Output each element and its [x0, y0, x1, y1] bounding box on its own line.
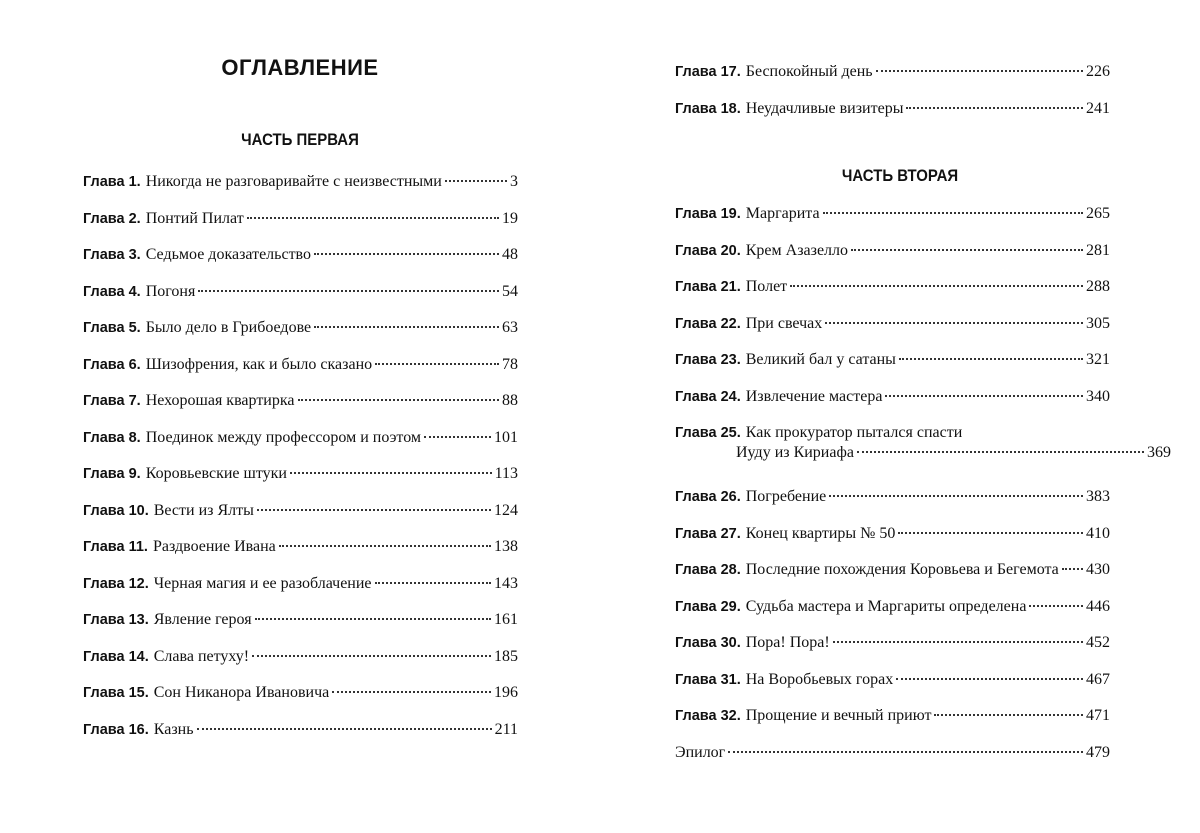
page-number: 54: [502, 282, 518, 300]
leader-dots: [298, 399, 500, 401]
page-number: 138: [494, 538, 518, 555]
chapter-title: Коровьевские штуки: [145, 465, 287, 482]
chapter-title: Извлечение мастера: [745, 387, 883, 405]
page-number: 471: [1086, 707, 1110, 724]
toc-entry: [83, 428, 518, 465]
chapter-label: Глава 4.: [83, 283, 141, 300]
leader-dots: [445, 180, 507, 182]
toc-entry: [83, 209, 518, 246]
chapter-label: Глава 19.: [675, 206, 741, 222]
page-number: 321: [1086, 351, 1110, 368]
chapter-title: Черная магия и ее разоблачение: [153, 574, 372, 592]
chapter-label: Глава 8.: [83, 429, 141, 446]
chapter-label: Глава 6.: [83, 356, 141, 373]
chapter-title: Казнь: [153, 720, 194, 738]
toc-entry: [675, 314, 1110, 351]
chapter-title: Погоня: [145, 282, 196, 300]
part-two-heading: ЧАСТЬ ВТОРАЯ: [841, 166, 959, 185]
leader-dots: [197, 728, 492, 730]
toc-entry: [675, 62, 1110, 99]
toc-entry: [675, 670, 1110, 707]
page-number: 410: [1086, 524, 1110, 542]
leader-dots: [728, 751, 1083, 753]
leader-dots: [279, 545, 491, 547]
toc-entry: [675, 350, 1110, 387]
leader-dots: [257, 509, 491, 511]
chapter-title: Неудачливые визитеры: [745, 99, 904, 117]
chapter-label: Глава 1.: [83, 174, 141, 190]
chapter-title: Судьба мастера и Маргариты определена: [745, 597, 1027, 615]
toc-entry: [675, 241, 1110, 278]
toc-entry: [83, 245, 518, 282]
toc-entry: [675, 743, 1110, 780]
leader-dots: [823, 212, 1083, 214]
chapter-title: Было дело в Грибоедове: [145, 319, 312, 336]
page-number: 452: [1086, 634, 1110, 651]
chapter-title: Нехорошая квартирка: [145, 392, 295, 409]
page-number: 369: [1147, 444, 1171, 461]
toc-entry: [675, 560, 1110, 597]
toc-entry: [675, 597, 1110, 634]
toc-entry: [675, 99, 1110, 136]
toc-list-part-two: [675, 204, 1171, 779]
chapter-title: Вести из Ялты: [153, 501, 254, 519]
leader-dots: [314, 326, 499, 328]
leader-dots: [790, 285, 1083, 287]
chapter-label: Глава 28.: [675, 562, 741, 578]
leader-dots: [290, 472, 492, 474]
leader-dots: [198, 290, 499, 292]
chapter-label: Глава 18.: [675, 100, 741, 117]
chapter-label: Глава 30.: [675, 635, 741, 651]
chapter-label: Глава 13.: [83, 612, 149, 628]
toc-entry: [83, 610, 518, 647]
toc-entry: [675, 204, 1110, 241]
chapter-title: Пора! Пора!: [745, 634, 830, 651]
toc-entry: [83, 537, 518, 574]
toc-entry: [675, 487, 1110, 524]
leader-dots: [885, 395, 1083, 397]
page-number: 383: [1086, 488, 1110, 505]
page-number: 226: [1086, 63, 1110, 80]
leader-dots: [934, 714, 1083, 716]
page-number: 48: [502, 246, 518, 263]
toc-entry: [83, 501, 518, 538]
toc-entry: [83, 355, 518, 392]
chapter-label: Глава 27.: [675, 525, 741, 542]
page-number: 196: [494, 684, 518, 701]
chapter-label: Глава 12.: [83, 575, 149, 592]
leader-dots: [896, 678, 1083, 680]
chapter-label: Глава 22.: [675, 315, 741, 332]
chapter-label: Глава 25.: [675, 425, 741, 441]
chapter-title: Погребение: [745, 488, 827, 505]
leader-dots: [314, 253, 499, 255]
page-number: 211: [494, 720, 518, 738]
page-number: 288: [1086, 278, 1110, 295]
chapter-title: Понтий Пилат: [145, 209, 244, 227]
chapter-title: Эпилог: [675, 743, 726, 761]
toc-entry: [675, 524, 1110, 561]
leader-dots: [833, 641, 1083, 643]
leader-dots: [255, 618, 491, 620]
toc-entry: [83, 647, 518, 684]
leader-dots: [375, 363, 499, 365]
chapter-label: Глава 10.: [83, 502, 149, 519]
page-number: 430: [1086, 561, 1110, 578]
page-number: 446: [1086, 597, 1110, 615]
chapter-label: Глава 23.: [675, 352, 741, 368]
toc-entry: [675, 277, 1110, 314]
toc-list-part-one: [83, 172, 518, 756]
page-number: 185: [494, 647, 518, 665]
chapter-label: Глава 32.: [675, 708, 741, 724]
leader-dots: [899, 358, 1083, 360]
chapter-title: При свечах: [745, 314, 823, 332]
page-number: 479: [1086, 743, 1110, 761]
leader-dots: [906, 107, 1083, 109]
toc-entry: [675, 633, 1110, 670]
chapter-label: Глава 17.: [675, 64, 741, 80]
chapter-title: Никогда не разговаривайте с неизвестными: [145, 173, 442, 190]
page-number: 113: [494, 465, 518, 482]
chapter-title: Конец квартиры № 50: [745, 524, 896, 542]
page-title: ОГЛАВЛЕНИЕ: [221, 55, 379, 80]
toc-entry: [83, 318, 518, 355]
chapter-title: Прощение и вечный приют: [745, 707, 932, 724]
toc-entry: [675, 706, 1110, 743]
leader-dots: [829, 495, 1083, 497]
chapter-title: Крем Азазелло: [745, 241, 849, 259]
chapter-label: Глава 5.: [83, 320, 141, 336]
chapter-title: Как прокуратор пытался спасти: [745, 424, 963, 441]
page-number: 161: [494, 611, 518, 628]
chapter-title-continued: Иуду из Кириафа: [736, 444, 854, 461]
leader-dots: [1029, 605, 1083, 607]
page-number: 305: [1086, 314, 1110, 332]
leader-dots: [898, 532, 1083, 534]
part-one-heading: ЧАСТЬ ПЕРВАЯ: [241, 130, 359, 149]
chapter-label: Глава 9.: [83, 466, 141, 482]
chapter-label: Глава 11.: [83, 539, 148, 555]
chapter-title: Последние похождения Коровьева и Бегемота: [745, 561, 1059, 578]
page-number: 63: [502, 319, 518, 336]
leader-dots: [825, 322, 1083, 324]
toc-entry: [675, 387, 1110, 424]
chapter-title: Слава петуху!: [153, 647, 250, 665]
chapter-label: Глава 3.: [83, 247, 141, 263]
toc-entry-line: [675, 423, 1110, 443]
page-number: 78: [502, 355, 518, 373]
toc-entry: [675, 423, 1171, 487]
page-number: 265: [1086, 205, 1110, 222]
toc-list-part-one-continued: [675, 62, 1110, 135]
page-number: 19: [502, 209, 518, 227]
leader-dots: [424, 436, 491, 438]
chapter-label: Глава 16.: [83, 721, 149, 738]
page-number: 101: [494, 428, 518, 446]
chapter-title: Явление героя: [153, 611, 252, 628]
chapter-title: Полет: [745, 278, 788, 295]
chapter-label: Глава 14.: [83, 648, 149, 665]
leader-dots: [375, 582, 491, 584]
chapter-title: Седьмое доказательство: [145, 246, 311, 263]
toc-entry-line: [675, 443, 1171, 463]
chapter-title: Раздвоение Ивана: [152, 538, 276, 555]
toc-entry: [83, 282, 518, 319]
leader-dots: [857, 451, 1144, 453]
chapter-label: Глава 24.: [675, 388, 741, 405]
chapter-label: Глава 21.: [675, 279, 741, 295]
chapter-label: Глава 31.: [675, 671, 741, 688]
toc-entry: [83, 720, 518, 757]
page-number: 241: [1086, 99, 1110, 117]
page-number: 124: [494, 501, 518, 519]
chapter-title: Великий бал у сатаны: [745, 351, 896, 368]
leader-dots: [252, 655, 491, 657]
toc-entry: [83, 391, 518, 428]
page-number: 3: [510, 173, 518, 190]
chapter-label: Глава 20.: [675, 242, 741, 259]
page-number: 88: [502, 392, 518, 409]
chapter-title: Беспокойный день: [745, 63, 873, 80]
chapter-label: Глава 26.: [675, 489, 741, 505]
chapter-title: Поединок между профессором и поэтом: [145, 428, 422, 446]
page-number: 281: [1086, 241, 1110, 259]
toc-entry: [83, 574, 518, 611]
chapter-title: Сон Никанора Ивановича: [153, 684, 330, 701]
chapter-title: На Воробьевых горах: [745, 670, 894, 688]
leader-dots: [247, 217, 499, 219]
chapter-title: Шизофрения, как и было сказано: [145, 355, 373, 373]
toc-entry: [83, 683, 518, 720]
page-number: 467: [1086, 670, 1110, 688]
chapter-label: Глава 2.: [83, 210, 141, 227]
chapter-label: Глава 7.: [83, 393, 141, 409]
leader-dots: [851, 249, 1083, 251]
chapter-label: Глава 15.: [83, 685, 149, 701]
toc-entry: [83, 172, 518, 209]
right-page: [600, 0, 1200, 833]
chapter-title: Маргарита: [745, 205, 820, 222]
leader-dots: [876, 70, 1083, 72]
leader-dots: [1062, 568, 1083, 570]
toc-entry: [83, 464, 518, 501]
page-number: 340: [1086, 387, 1110, 405]
chapter-label: Глава 29.: [675, 598, 741, 615]
page-number: 143: [494, 574, 518, 592]
leader-dots: [332, 691, 491, 693]
